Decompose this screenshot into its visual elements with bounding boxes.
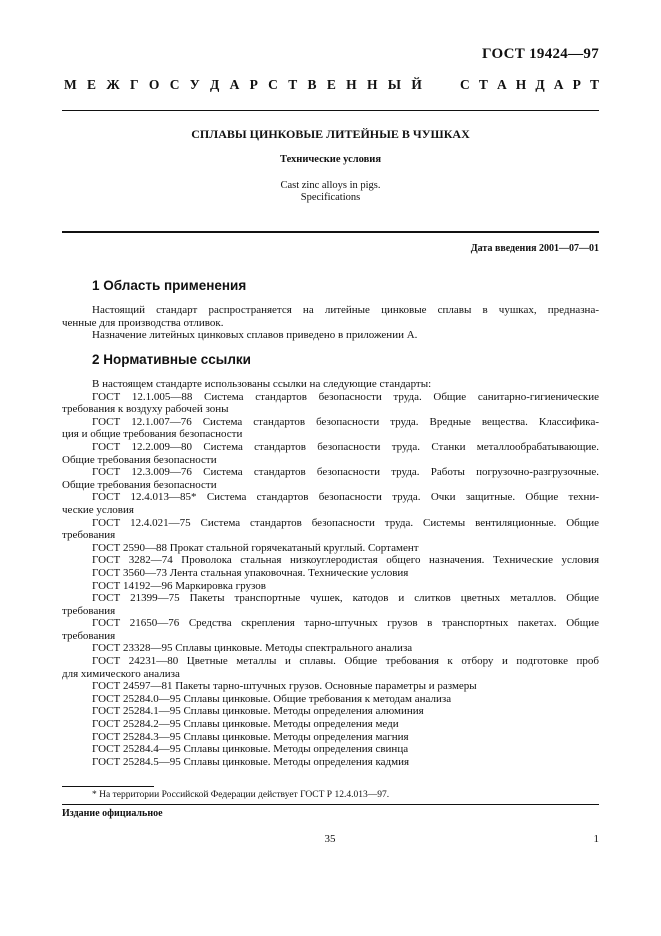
reference-item-continuation: требования xyxy=(62,529,116,542)
english-title-line2: Specifications xyxy=(300,192,361,203)
reference-item-continuation: требования к воздуху рабочей зоны xyxy=(62,403,229,416)
reference-item: ГОСТ 25284.2—95 Сплавы цинковые. Методы определения меди xyxy=(92,718,399,731)
footer-rule xyxy=(62,804,599,805)
banner-letter: М xyxy=(64,77,77,92)
banner-letter: Г xyxy=(130,77,139,92)
top-rule xyxy=(62,110,599,111)
banner-letter: Ы xyxy=(387,77,402,92)
reference-item-continuation: ция и общие требования безопасности xyxy=(62,428,243,441)
document-code: ГОСТ 19424—97 xyxy=(481,46,599,62)
reference-item: ГОСТ 24597—81 Пакеты тарно-штучных грузов. Основные параметры и размеры xyxy=(92,680,477,693)
introduction-date: Дата введения 2001—07—01 xyxy=(470,243,599,254)
banner-letter: Т xyxy=(589,77,599,92)
banner-letter: Д xyxy=(209,77,220,92)
banner-letter: Й xyxy=(411,77,422,92)
banner-letter: С xyxy=(169,77,180,92)
reference-item-continuation: для химического анализа xyxy=(62,667,180,680)
banner-letter: В xyxy=(307,77,317,92)
footnote-rule xyxy=(62,786,154,787)
banner-letter: Ж xyxy=(106,77,120,92)
reference-item: ГОСТ 25284.5—95 Сплавы цинковые. Методы определения кадмия xyxy=(92,755,410,768)
reference-item-continuation: ческие условия xyxy=(62,503,134,516)
banner-letter: А xyxy=(496,77,507,92)
section-2-heading: 2 Нормативные ссылки xyxy=(92,352,251,367)
banner-letter: С xyxy=(460,77,470,92)
edition-label: Издание официальное xyxy=(62,808,163,819)
paragraph-line: Настоящий стандарт распространяется на литейные цинковые сплавы в чушках, предназна- xyxy=(92,304,599,316)
reference-item: ГОСТ 12.4.021—75 Система стандартов безопасности труда. Системы вентиляционные. Общие xyxy=(92,516,599,529)
page-number: 35 xyxy=(324,833,336,845)
section-1-body xyxy=(62,304,599,342)
banner-letter: Т xyxy=(288,77,298,92)
reference-item: ГОСТ 14192—96 Маркировка грузов xyxy=(92,579,266,592)
banner-letter: Р xyxy=(572,77,581,92)
banner-letter: Н xyxy=(366,77,378,92)
reference-item: ГОСТ 12.4.013—85* Система стандартов безопасности труда. Очки защитные. Общие техни- xyxy=(92,491,599,504)
banner-letter: Н xyxy=(346,77,357,92)
reference-item: ГОСТ 3282—74 Проволока стальная низкоуглеродистая общего назначения. Технические условия xyxy=(92,554,599,567)
banner-word-interstate xyxy=(64,77,422,93)
paragraph-line: Назначение литейных цинковых сплавов приведено в приложении А. xyxy=(92,329,418,342)
banner-letter: Е xyxy=(87,77,97,92)
reference-item: ГОСТ 25284.4—95 Сплавы цинковые. Методы определения свинца xyxy=(92,743,409,756)
banner-word-standard xyxy=(460,77,599,93)
english-title xyxy=(62,180,599,204)
reference-item-continuation: требования xyxy=(62,629,116,642)
reference-item: ГОСТ 23328—95 Сплавы цинковые. Методы спектрального анализа xyxy=(92,642,413,655)
page-number-right: 1 xyxy=(593,833,599,845)
document-subtitle: Технические условия xyxy=(279,154,382,165)
banner-letter: С xyxy=(268,77,278,92)
section-1-heading: 1 Область применения xyxy=(92,278,247,293)
reference-item: ГОСТ 21399—75 Пакеты транспортные чушек, катодов и слитков цветных металлов. Общие xyxy=(92,592,599,605)
reference-item-continuation: требования xyxy=(62,604,116,617)
reference-item: ГОСТ 21650—76 Средства скрепления тарно-штучных грузов в транспортных пакетах. Общие xyxy=(92,617,599,630)
english-title-line1: Cast zinc alloys in pigs. xyxy=(280,180,381,191)
reference-item: ГОСТ 12.3.009—76 Система стандартов безопасности труда. Работы погрузочно-разгрузочные. xyxy=(92,466,599,479)
reference-item-continuation: Общие требования безопасности xyxy=(62,478,217,491)
reference-item: ГОСТ 12.1.005—88 Система стандартов безопасности труда. Общие санитарно-гигиенические xyxy=(92,390,599,403)
title-rule xyxy=(62,231,599,233)
banner-letter: Т xyxy=(478,77,488,92)
banner-letter: Р xyxy=(249,77,258,92)
reference-item: ГОСТ 12.1.007—76 Система стандартов безопасности труда. Вредные вещества. Классифика- xyxy=(92,415,599,428)
references-intro: В настоящем стандарте использованы ссылки на следующие стандарты: xyxy=(92,378,432,390)
reference-item: ГОСТ 3560—73 Лента стальная упаковочная. Технические условия xyxy=(92,566,409,579)
document-title: СПЛАВЫ ЦИНКОВЫЕ ЛИТЕЙНЫЕ В ЧУШКАХ xyxy=(191,127,470,141)
paragraph-line: ченные для производства отливок. xyxy=(62,316,224,329)
reference-item: ГОСТ 2590—88 Прокат стальной горячекатаный круглый. Сортамент xyxy=(92,541,419,554)
reference-item: ГОСТ 25284.3—95 Сплавы цинковые. Методы определения магния xyxy=(92,730,409,743)
banner-letter: Д xyxy=(535,77,545,92)
normative-references-list xyxy=(62,378,599,768)
banner-letter: А xyxy=(553,77,564,92)
reference-item: ГОСТ 12.2.009—80 Система стандартов безопасности труда. Станки металлообрабатывающие. xyxy=(92,440,599,453)
banner-letter: О xyxy=(148,77,160,92)
banner-letter: Е xyxy=(326,77,336,92)
banner-letter: Н xyxy=(515,77,527,92)
reference-item-continuation: Общие требования безопасности xyxy=(62,453,217,466)
reference-item: ГОСТ 25284.1—95 Сплавы цинковые. Методы определения алюминия xyxy=(92,705,424,718)
reference-item: ГОСТ 25284.0—95 Сплавы цинковые. Общие требования к методам анализа xyxy=(92,692,452,705)
banner-letter: А xyxy=(229,77,240,92)
interstate-standard-banner xyxy=(64,75,599,95)
banner-letter: У xyxy=(189,77,200,92)
footnote: * На территории Российской Федерации действует ГОСТ Р 12.4.013—97. xyxy=(92,790,390,800)
reference-item: ГОСТ 24231—80 Цветные металлы и сплавы. Общие требования к отбору и подготовке проб xyxy=(92,655,599,668)
